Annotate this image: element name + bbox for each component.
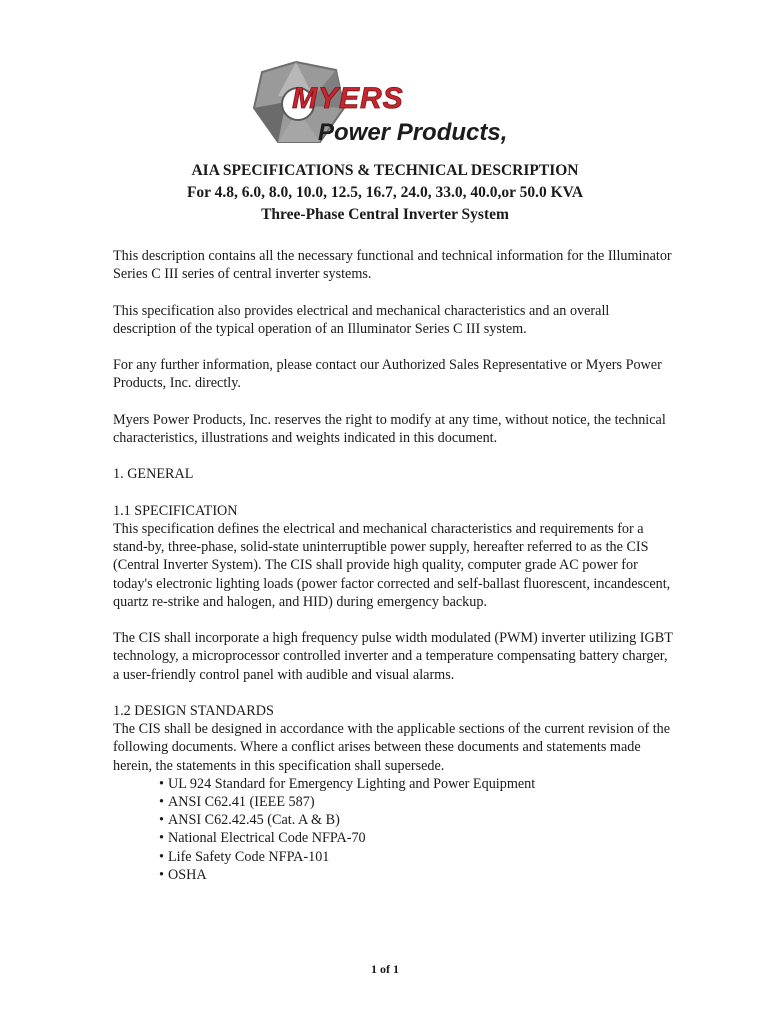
document-body (113, 247, 673, 884)
title-line-3: Three-Phase Central Inverter System (261, 206, 509, 223)
myers-logo (248, 58, 510, 150)
document-title-block (100, 160, 670, 226)
specification-paragraph-1: This specification defines the electrical and mechanical characteristics and requirements for a stand-by, three-phase, solid-state uninterruptible power supply, hereafter referred to as the CIS (Central Inverter System). The CIS shall provide high quality, computer grade AC power for today's electronic lighting loads (power factor corrected and self-ballast fluorescent, incandescent, quartz re-strike and halogen, and HID) during emergency backup. (113, 520, 671, 610)
section-general-heading: 1. GENERAL (113, 466, 194, 483)
intro-paragraph-3: For any further information, please contact our Authorized Sales Representative or Myers Power Products, Inc. directly. (113, 357, 662, 392)
intro-paragraph-1: This description contains all the necessary functional and technical information for the Illuminator Series C III series of central inverter systems. (113, 248, 672, 283)
brand-bottom-text: Power Products, (318, 119, 508, 146)
list-item: • ANSI C62.42.45 (Cat. A & B) (159, 811, 673, 829)
intro-paragraph-4: Myers Power Products, Inc. reserves the right to modify at any time, without notice, the technical characteristics, illustrations and weights indicated in this document. (113, 411, 666, 446)
section-specification-heading: 1.1 SPECIFICATION (113, 502, 238, 519)
title-line-2: For 4.8, 6.0, 8.0, 10.0, 12.5, 16.7, 24.0, 33.0, 40.0,or 50.0 KVA (186, 184, 584, 201)
standards-list (113, 775, 673, 884)
section-design-standards-heading: 1.2 DESIGN STANDARDS (113, 702, 274, 719)
specification-paragraph-2: The CIS shall incorporate a high frequency pulse width modulated (PWM) inverter utilizing IGBT technology, a microprocessor controlled inverter and a temperature compensating battery charger, a user-friendly control panel with audible and visual alarms. (113, 630, 673, 683)
brand-top-text: MYERS (292, 82, 404, 115)
page-number: 1 of 1 (371, 962, 399, 976)
myers-logo-graphic (248, 58, 510, 150)
intro-paragraph-2: This specification also provides electrical and mechanical characteristics and an overall description of the typical operation of an Illuminator Series C III system. (113, 302, 610, 337)
list-item: • National Electrical Code NFPA-70 (159, 829, 673, 847)
design-standards-paragraph: The CIS shall be designed in accordance with the applicable sections of the current revision of the following documents. Where a conflict arises between these documents and statements made herein, the statements in this specification shall supersede. (113, 721, 671, 774)
list-item: • OSHA (159, 866, 673, 884)
list-item: • ANSI C62.41 (IEEE 587) (159, 793, 673, 811)
list-item: • Life Safety Code NFPA-101 (159, 848, 673, 866)
list-item: • UL 924 Standard for Emergency Lighting and Power Equipment (159, 775, 673, 793)
title-line-1: AIA SPECIFICATIONS & TECHNICAL DESCRIPTION (191, 162, 579, 179)
